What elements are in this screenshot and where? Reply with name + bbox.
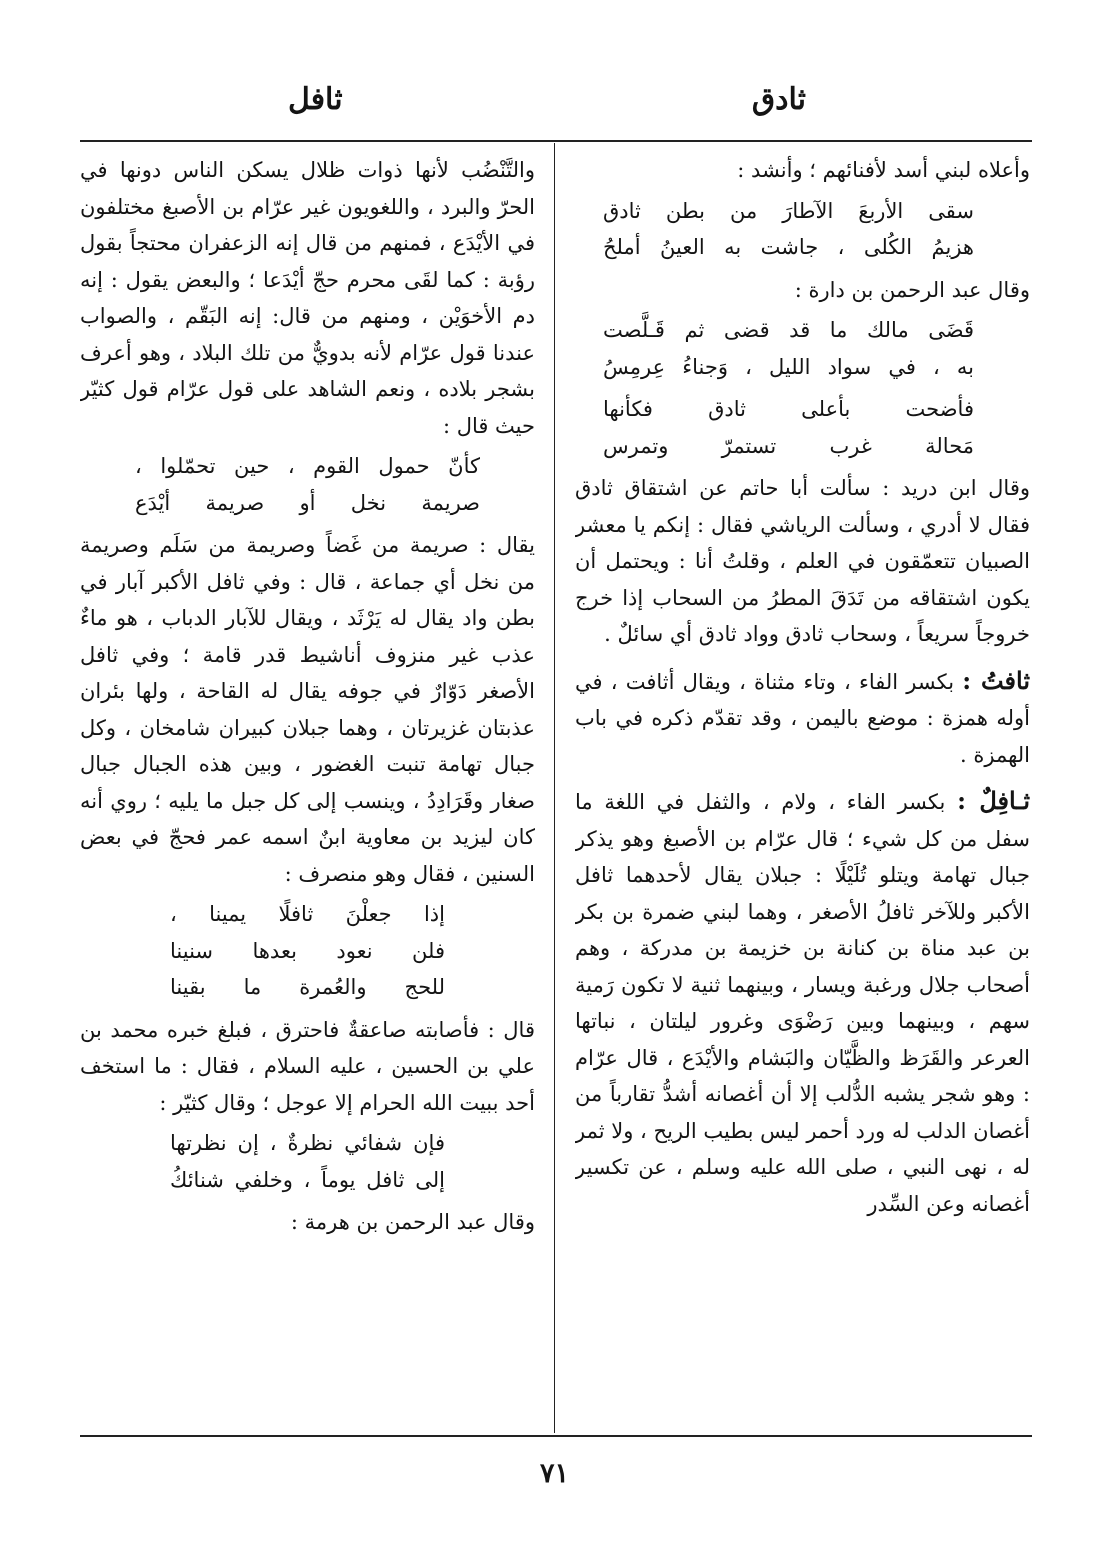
paragraph: وقال عبد الرحمن بن هرمة : (290, 1210, 535, 1234)
verse (80, 448, 535, 521)
entry-text: بكسر الفاء ، وتاء مثناة ، ويقال أثافت ، في أوله همزة : موضع باليمن ، وقد تقدّم ذكره في باب الهمزة . (575, 669, 1030, 767)
running-head-right: ثادق (751, 82, 806, 117)
dictionary-entry (575, 783, 1030, 1222)
paragraph: يقال : صريمة من غَضاً وصريمة من سَلَم وصريمة من نخل أي جماعة ، قال : وفي ثافل الأكبر آبار في بطن واد يقال له يَرْثَد ، ويقال للآبار الدباب ، هو ماءٌ عذب غير منزوف أناشيط قدر قامة ؛ وفي ثافل الأصغر دَوّارٌ في جوفه يقال له القاحة ، ولها بئران عذبتان غزيرتان ، وهما جبلان كبيران شامخان ، وكل جبال تهامة تنبت الغضور ، وبين هذه الجبال جبال صغار وقَرَادِدُ ، وينسب إلى كل جبل ما يليه ؛ روي أنه كان ليزيد بن معاوية ابنٌ اسمه عمر فحجّ في بعض السنين ، فقال وهو منصرف : (80, 533, 535, 886)
dictionary-entry (575, 663, 1030, 774)
verse-line: فأضحت بأعلى ثادق فكأنها (603, 397, 974, 421)
right-column (575, 152, 1030, 1430)
top-rule (80, 140, 1032, 142)
paragraph: وقال عبد الرحمن بن دارة : (794, 277, 1030, 302)
verse (575, 193, 1030, 266)
verse-line: سقى الأربعَ الآطارَ من بطن ثادق (603, 198, 974, 223)
verse-line: إلى ثافل يوماً ، وخلفي شنائكُ (170, 1167, 445, 1192)
verse-line: به ، في سواد الليل ، وَجناءُ عِرمِسُ (603, 354, 974, 379)
entry-text: بكسر الفاء ، ولام ، والثفل في اللغة ما سفل من كل شيء ؛ قال عرّام بن الأصبغ وهو يذكر جبال تهامة ويتلو تُلَيْلًا : جبلان يقال لأحدهما ثافل الأكبر وللآخر ثافلُ الأصغر ، وهما لبني ضمرة بن بكر بن عبد مناة بن كنانة بن خزيمة بن مدركة ، وهم أصحاب جلال ورغبة ويسار ، وبينهما ثنية لا تكون رَمية سهم ، وبينهما وبين رَضْوَى وغرور ليلتان ، نباتها العرعر والقَرَظ والظَّيّان والبَشام والأيْدَع ، قال عرّام : وهو شجر يشبه الدُّلب إلا أن أغصانه أشدُّ تقارباً من أغصان الدلب له ورد أحمر ليس بطيب الريح ، ولا ثمر له ، نهى النبي ، صلى الله عليه وسلم ، عن تكسير أغصانه وعن السِّدر (575, 790, 1030, 1216)
paragraph: قال : فأصابته صاعقةٌ فاحترق ، فبلغ خبره محمد بن علي بن الحسين ، عليه السلام ، فقال : ما استخف أحد ببيت الله الحرام إلا عوجل ؛ وقال كثيّر : (80, 1017, 535, 1115)
entry-headword: ثـافِلٌ : (957, 786, 1030, 815)
verse (575, 312, 1030, 385)
verse-line: مَحالة غرب تستمرّ وتمرس (603, 433, 974, 458)
verse-line: فلن نعود بعدها سنينا (170, 938, 445, 963)
verse-line: هزيمُ الكُلى ، جاشت به العينُ أملحُ (603, 235, 974, 259)
verse-line: إذا جعلْنَ ثافلًا يمينا ، (170, 902, 445, 926)
verse (80, 896, 535, 1006)
verse (80, 1125, 535, 1198)
running-head-left: ثافل (288, 82, 343, 117)
entry-headword: ثافتُ : (962, 665, 1030, 695)
paragraph: والتَّنْضُب لأنها ذوات ظلال يسكن الناس دونها في الحرّ والبرد ، واللغويون غير عرّام بن الأصبغ مختلفون في الأيْدَع ، فمنهم من قال إنه الزعفران محتجاً بقول رؤبة : كما لقَى محرم حجّ أيْدَعا ؛ والبعض يقول : إنه دم الأخوَيْن ، ومنهم من قال: إنه البَقّم ، والصواب عندنا قول عرّام لأنه بدويٌّ من تلك البلاد ، وهو أعرف بشجر بلاده ، ونعم الشاهد على قول عرّام قول كثيّر حيث قال : (80, 158, 535, 438)
paragraph: وأعلاه لبني أسد لأفنائهم ؛ وأنشد : (737, 158, 1030, 182)
left-column (80, 152, 535, 1430)
verse-line: كأنّ حمول القوم ، حين تحمّلوا ، (135, 454, 480, 478)
verse-line: فإن شفائي نظرةٌ ، إن نظرتها (170, 1131, 445, 1155)
column-divider (554, 143, 555, 1433)
verse (575, 391, 1030, 464)
verse-line: صريمة نخل أو صريمة أيْدَع (135, 490, 480, 515)
verse-line: قَضَى مالك ما قد قضى ثم قَـلَّصت (603, 318, 974, 342)
page-number: ٧١ (539, 1458, 569, 1489)
paragraph: وقال ابن دريد : سألت أبا حاتم عن اشتقاق ثادق فقال لا أدري ، وسألت الرياشي فقال : إنكم يا معشر الصبيان تتعمّقون في العلم ، وقلتُ أنا : ويحتمل أن يكون اشتقاقه من تَدَقَ المطرُ من السحاب إذا خرج خروجاً سريعاً ، وسحاب ثادق وواد ثادق أي سائلٌ . (575, 476, 1030, 646)
verse-line: للحج والعُمرة ما بقينا (170, 975, 445, 999)
bottom-rule (80, 1435, 1032, 1437)
